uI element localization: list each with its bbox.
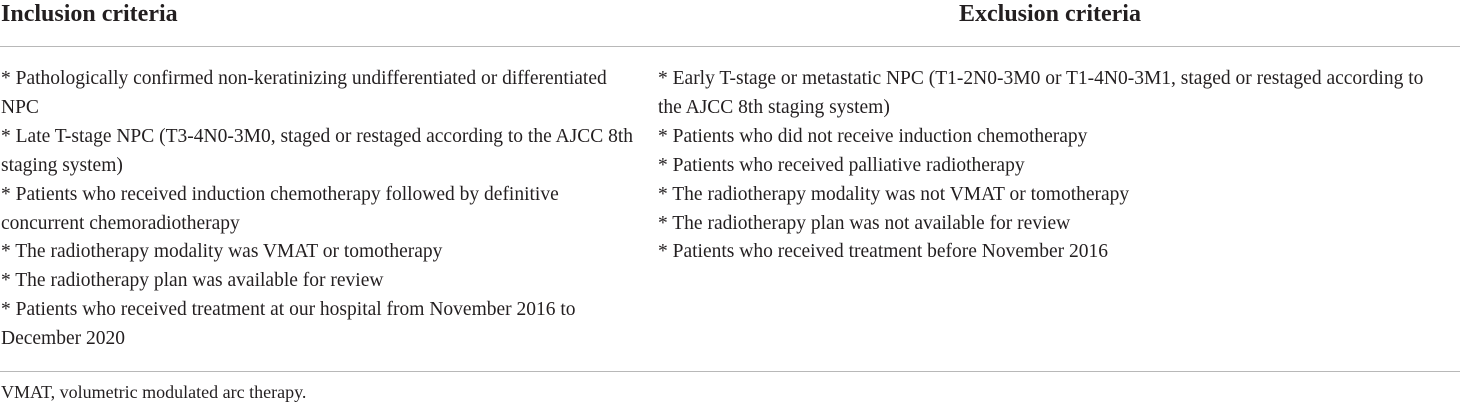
- inclusion-item: * Pathologically confirmed non-keratinizing undifferentiated or differentiated NPC: [1, 68, 607, 118]
- table-footnote: VMAT, volumetric modulated arc therapy.: [1, 382, 307, 402]
- exclusion-criteria-list: [658, 65, 1438, 267]
- footer-divider: [0, 371, 1460, 372]
- inclusion-item: * The radiotherapy plan was available for review: [1, 270, 384, 292]
- inclusion-item: * Patients who received treatment at our hospital from November 2016 to December 2020: [1, 299, 576, 350]
- exclusion-item: * Patients who did not receive induction chemotherapy: [658, 125, 1088, 147]
- inclusion-criteria-list: [1, 65, 641, 354]
- exclusion-item: * Patients who received treatment before November 2016: [658, 241, 1108, 263]
- exclusion-item: * The radiotherapy modality was not VMAT or tomotherapy: [658, 183, 1130, 205]
- inclusion-item: * Patients who received induction chemotherapy followed by definitive concurrent chemoradiotherapy: [1, 183, 559, 234]
- exclusion-item: * Patients who received palliative radiotherapy: [658, 154, 1025, 176]
- exclusion-item: * Early T-stage or metastatic NPC (T1-2N0-3M0 or T1-4N0-3M1, staged or restaged according to the AJCC 8th staging system): [658, 68, 1424, 118]
- inclusion-item: * The radiotherapy modality was VMAT or tomotherapy: [1, 241, 443, 263]
- exclusion-criteria-header: Exclusion criteria: [959, 1, 1141, 27]
- inclusion-item: * Late T-stage NPC (T3-4N0-3M0, staged or restaged according to the AJCC 8th staging system): [1, 125, 634, 176]
- header-divider: [0, 46, 1460, 47]
- inclusion-criteria-header: Inclusion criteria: [1, 1, 178, 27]
- exclusion-item: * The radiotherapy plan was not available for review: [658, 212, 1071, 234]
